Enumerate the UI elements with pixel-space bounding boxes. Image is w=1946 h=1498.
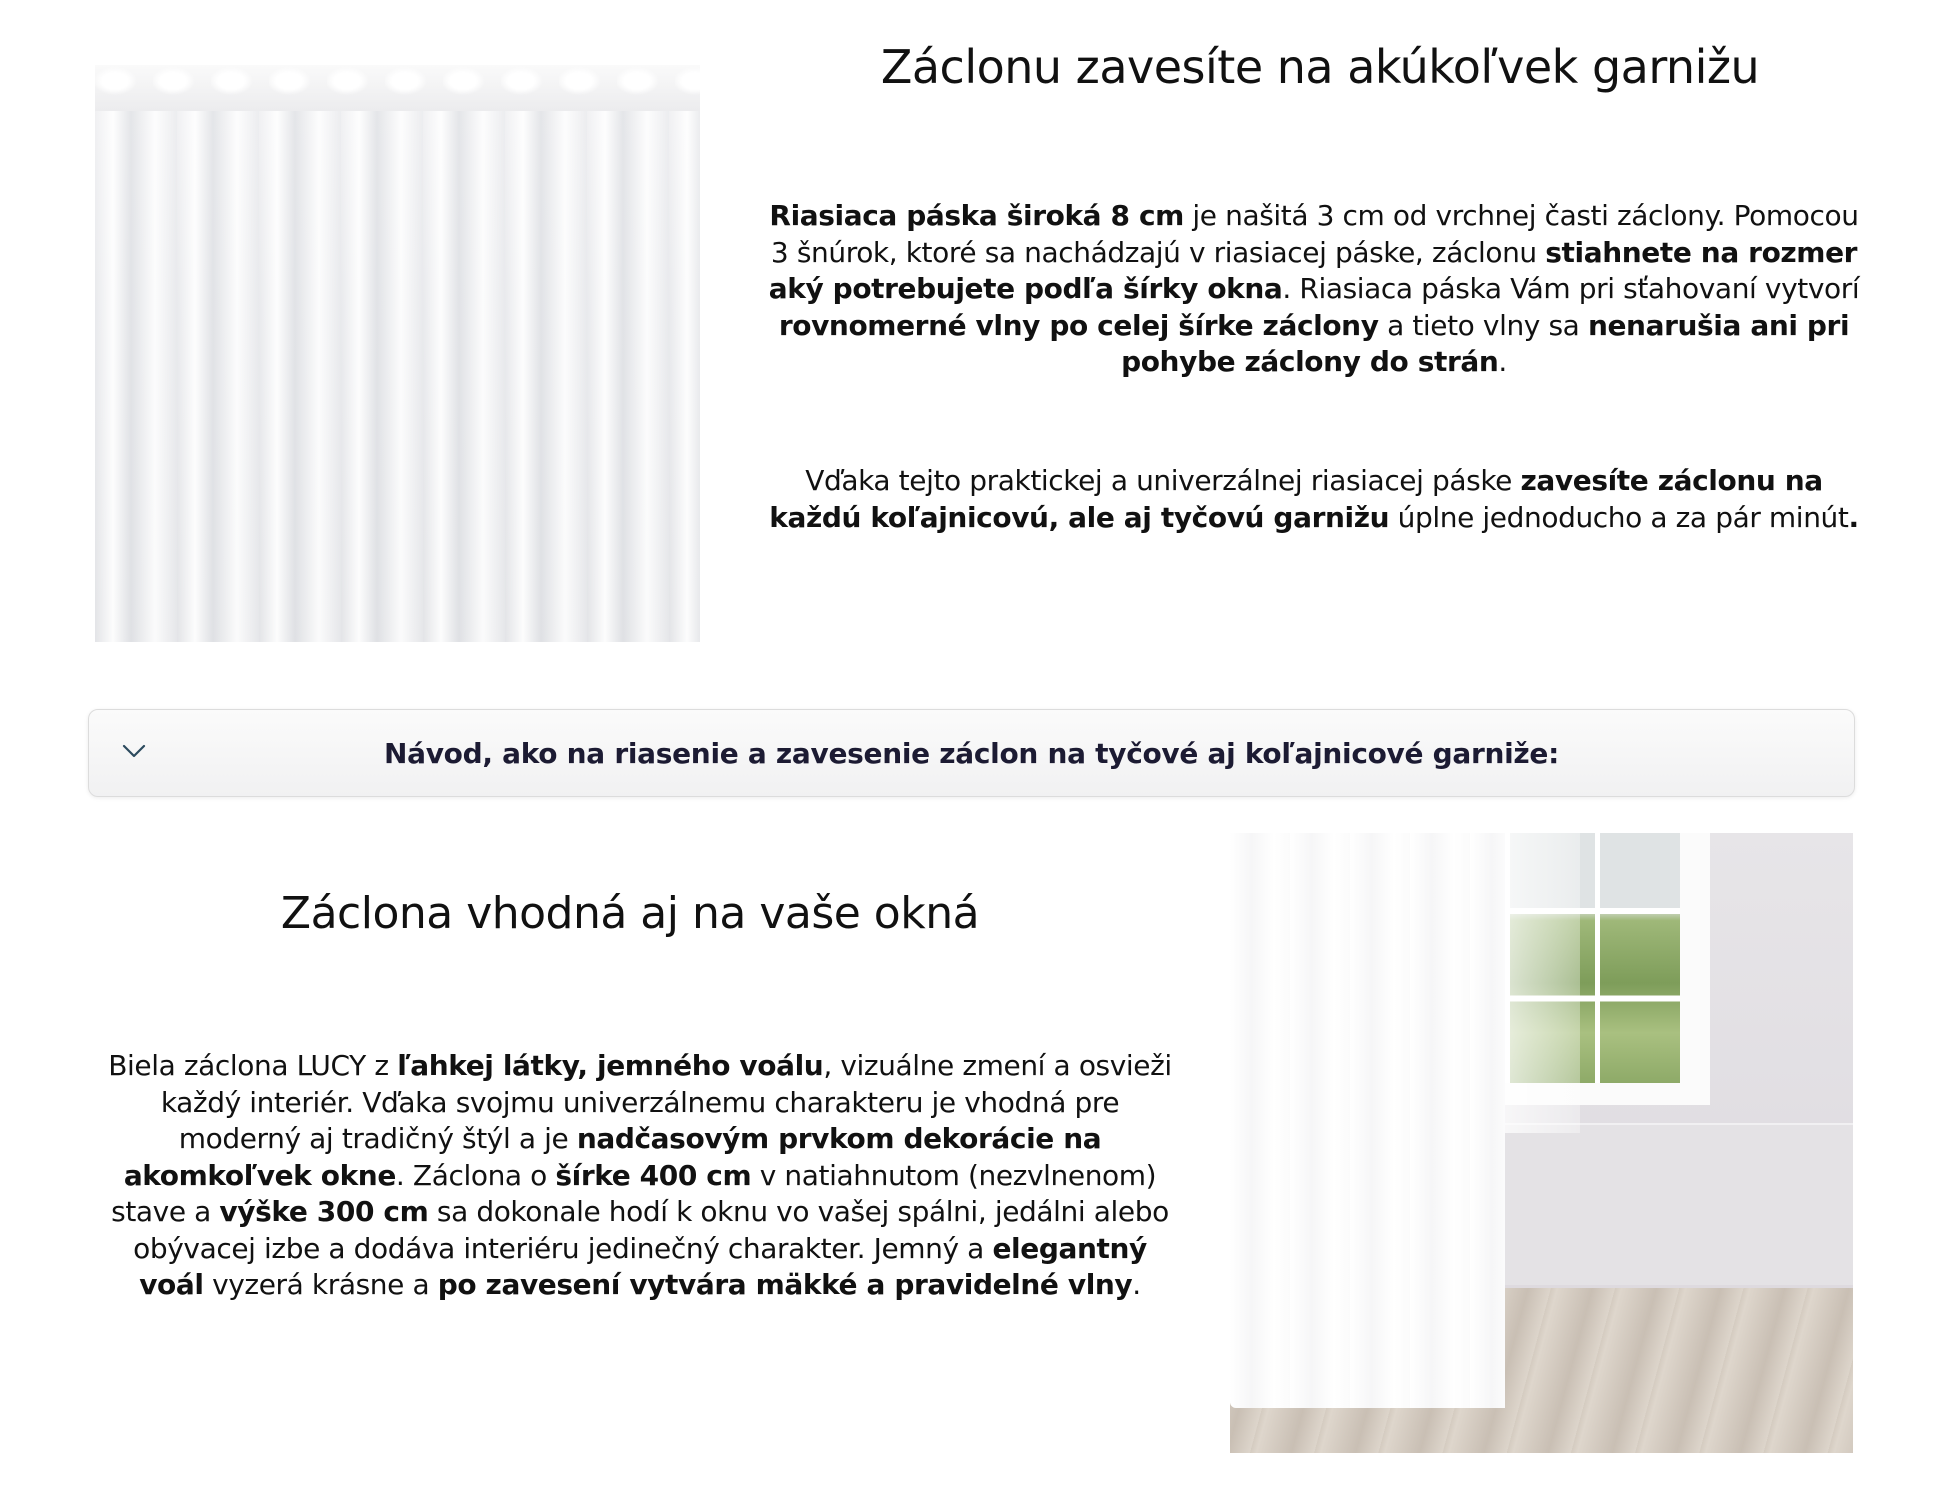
text-run: vyzerá krásne a bbox=[203, 1268, 438, 1301]
text-run: . bbox=[1498, 345, 1507, 378]
bold-text-run: Riasiaca páska široká 8 cm bbox=[769, 199, 1184, 232]
text-run: , vizuálne zmení a osvieži každý interiér. Vďaka svojmu univerzálnemu charakteru je vhodná pre moderný aj tradičný štýl a je bbox=[160, 1049, 1172, 1155]
tape-description-paragraph bbox=[764, 198, 1864, 381]
text-run: úplne jednoducho a za pár minút bbox=[1389, 500, 1849, 534]
bold-text-run: zavesíte záclonu na každú koľajnicovú, ale aj tyčovú garnižu bbox=[769, 464, 1823, 534]
bold-text-run: elegantný voál bbox=[139, 1231, 1147, 1301]
wall-panel bbox=[1500, 1123, 1853, 1285]
section-heading-windows: Záclona vhodná aj na vaše okná bbox=[280, 888, 980, 939]
bold-text-run: po zavesení vytvára mäkké a pravidelné vlny bbox=[437, 1268, 1133, 1301]
product-description-paragraph bbox=[100, 1048, 1180, 1304]
bold-text-run: . bbox=[1848, 500, 1859, 534]
bold-text-run: výške 300 cm bbox=[219, 1195, 429, 1228]
curtain-tape-closeup-photo bbox=[95, 65, 700, 642]
gathered-header-texture bbox=[95, 65, 700, 111]
accordion-title: Návod, ako na riasenie a zavesenie záclon na tyčové aj koľajnicové garniže: bbox=[383, 737, 1560, 770]
curtain-by-window-photo bbox=[1230, 833, 1853, 1453]
bold-text-run: šírke 400 cm bbox=[555, 1158, 752, 1192]
text-run: sa dokonale hodí k oknu vo vašej spálni, jedálni alebo obývacej izbe a dodáva interiéru jedinečný charakter. Jemný a bbox=[133, 1195, 1169, 1265]
bold-text-run: nenarušia ani pri pohybe záclony do strán bbox=[1121, 308, 1850, 378]
text-run: Biela záclona LUCY z bbox=[108, 1049, 398, 1082]
text-run: v natiahnutom (nezvlnenom) stave a bbox=[111, 1158, 1157, 1228]
instructions-accordion-header[interactable] bbox=[88, 709, 1855, 797]
text-run: a tieto vlny sa bbox=[1378, 308, 1588, 342]
text-run: . Riasiaca páska Vám pri sťahovaní vytvorí bbox=[1282, 272, 1860, 305]
bold-text-run: nadčasovým prvkom dekorácie na akomkoľvek okne bbox=[123, 1122, 1102, 1192]
text-run: Vďaka tejto praktickej a univerzálnej riasiacej páske bbox=[805, 464, 1521, 497]
bold-text-run: rovnomerné vlny po celej šírke záclony bbox=[778, 308, 1379, 342]
text-run: . Záclona o bbox=[395, 1158, 556, 1192]
text-run: je našitá 3 cm od vrchnej časti záclony. Pomocou 3 šnúrok, ktoré sa nachádzajú v riasiacej páske, záclonu bbox=[770, 199, 1859, 269]
text-run: . bbox=[1132, 1268, 1141, 1301]
curtain-fabric bbox=[1230, 833, 1505, 1408]
section-heading-hanging: Záclonu zavesíte na akúkoľvek garnižu bbox=[880, 40, 1760, 94]
rail-compatibility-paragraph bbox=[764, 463, 1864, 536]
bold-text-run: stiahnete na rozmer aký potrebujete podľa šírky okna bbox=[768, 235, 1858, 305]
bold-text-run: ľahkej látky, jemného voálu bbox=[397, 1049, 824, 1082]
